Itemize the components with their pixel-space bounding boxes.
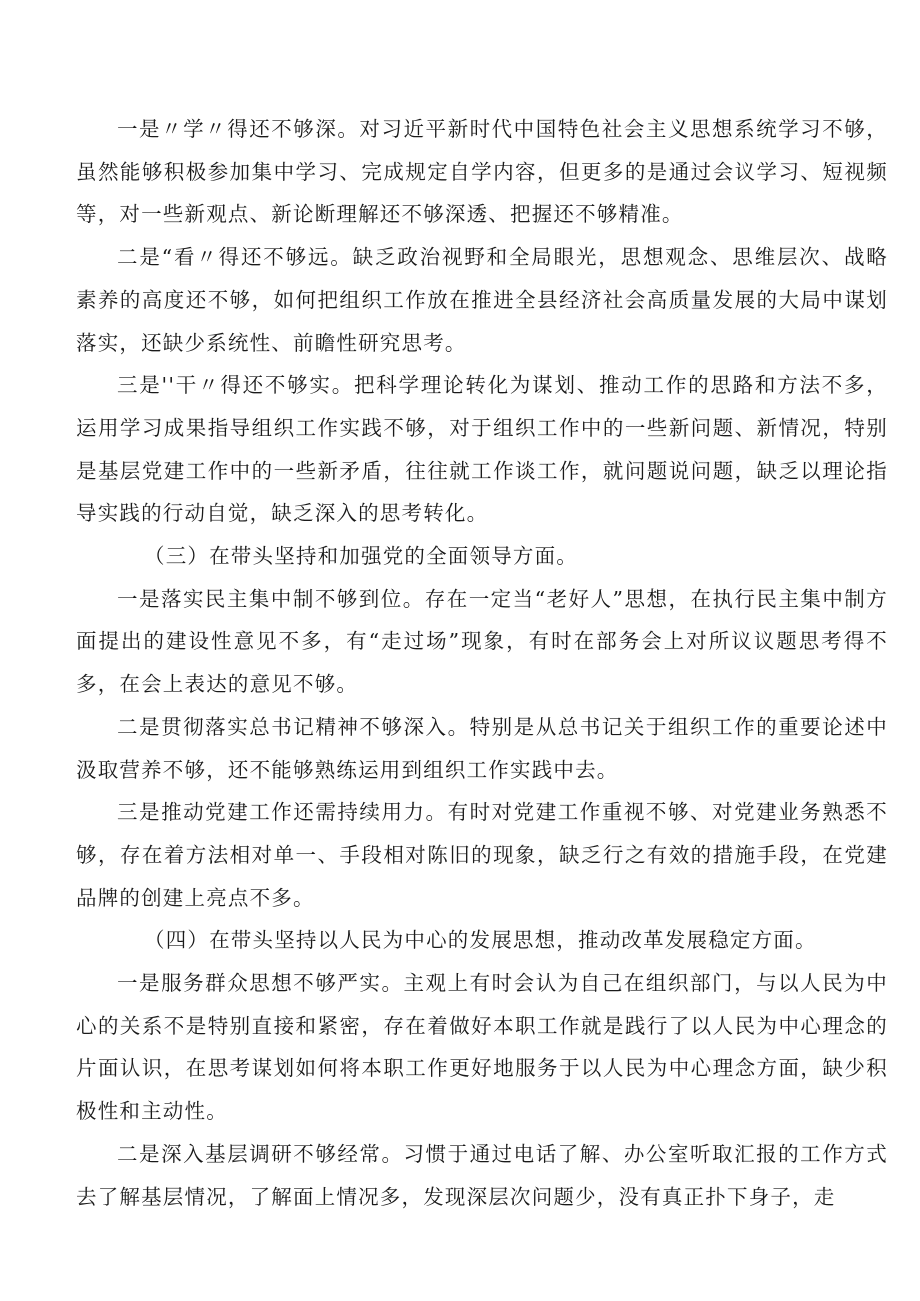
section-heading-4: （四）在带头坚持以人民为中心的发展思想，推动改革发展稳定方面。 — [144, 928, 817, 953]
paragraph-democratic-centralism: 一是落实民主集中制不够到位。存在一定当“老好人”思想，在执行民主集中制方面提出的建设性意见不多，有“走过场”现象，有时在部务会上对所议议题思考得不多，在会上表达的意见不够。 — [76, 586, 888, 697]
document-body — [76, 108, 888, 1218]
paragraph-serving-people: 一是服务群众思想不够严实。主观上有时会认为自己在组织部门，与以人民为中心的关系不是特别直接和紧密，存在着做好本职工作就是践行了以人民为中心理念的片面认识，在思考谋划如何将本职工作更好地服务于以人民为中心理念方面，缺少积极性和主动性。 — [76, 971, 888, 1124]
paragraph-grassroots-research: 二是深入基层调研不够经常。习惯于通过电话了解、办公室听取汇报的工作方式去了解基层情况，了解面上情况多，发现深层次问题少，没有真正扑下身子，走 — [76, 1141, 888, 1209]
paragraph-practice: 三是''干〃得还不够实。把科学理论转化为谋划、推动工作的思路和方法不多，运用学习成果指导组织工作实践不够，对于组织工作中的一些新问题、新情况，特别是基层党建工作中的一些新矛盾，往往就工作谈工作，就问题说问题，缺乏以理论指导实践的行动自觉，缺乏深入的思考转化。 — [76, 373, 888, 526]
paragraph-vision: 二是“看〃得还不够远。缺乏政治视野和全局眼光，思想观念、思维层次、战略素养的高度还不够，如何把组织工作放在推进全县经济社会高质量发展的大局中谋划落实，还缺少系统性、前瞻性研究思考。 — [76, 245, 888, 355]
paragraph-implementation: 二是贯彻落实总书记精神不够深入。特别是从总书记关于组织工作的重要论述中汲取营养不够，还不能够熟练运用到组织工作实践中去。 — [76, 714, 888, 782]
paragraph-study: 一是〃学〃得还不够深。对习近平新时代中国特色社会主义思想系统学习不够，虽然能够积极参加集中学习、完成规定自学内容，但更多的是通过会议学习、短视频等，对一些新观点、新论断理解还不够深透、把握还不够精准。 — [76, 117, 888, 227]
paragraph-party-building: 三是推动党建工作还需持续用力。有时对党建工作重视不够、对党建业务熟悉不够，存在着方法相对单一、手段相对陈旧的现象，缺乏行之有效的措施手段，在党建品牌的创建上亮点不多。 — [76, 800, 888, 910]
section-heading-3: （三）在带头坚持和加强党的全面领导方面。 — [144, 544, 578, 569]
